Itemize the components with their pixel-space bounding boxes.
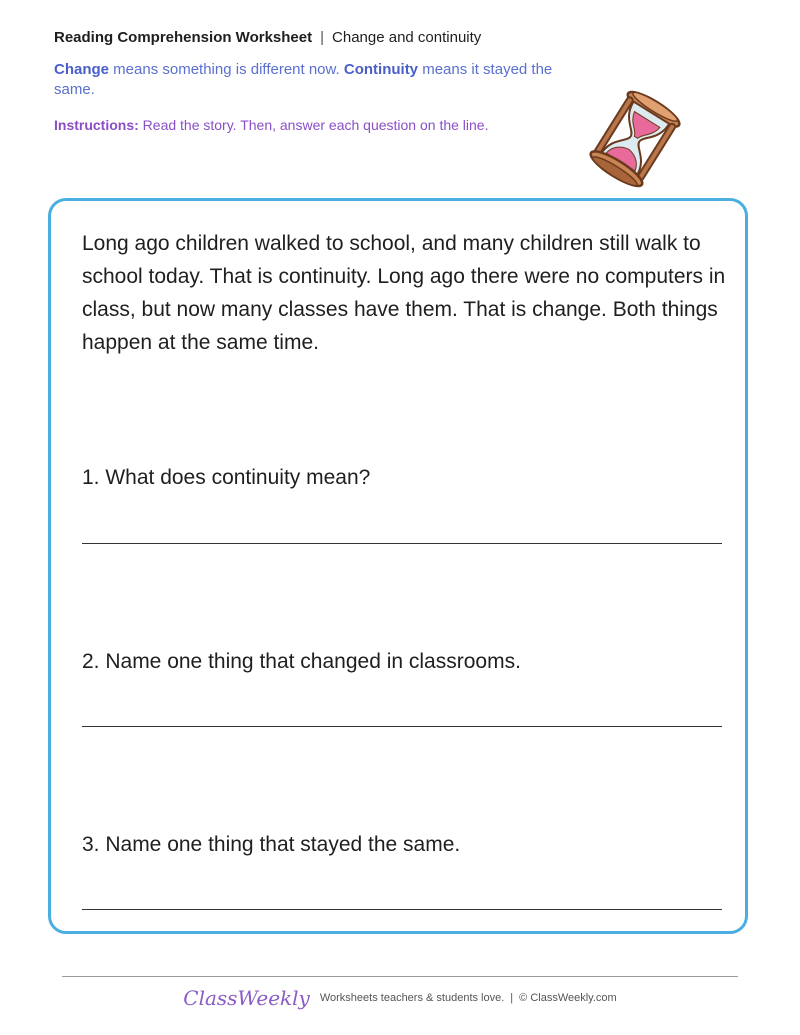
answer-line-3[interactable]: [82, 909, 722, 910]
answer-line-1[interactable]: [82, 543, 722, 544]
answer-line-2[interactable]: [82, 726, 722, 727]
term-continuity: Continuity: [343, 61, 419, 78]
story-card: [48, 198, 748, 934]
story-text: Long ago children walked to school, and many children still walk to school today. That is continuity. Long ago there were no computers in class, but now many classes have them. That is change. Both things happen at the same time.: [82, 232, 726, 354]
definition-text: [54, 60, 554, 100]
question-2: 2. Name one thing that changed in classrooms.: [82, 650, 521, 673]
worksheet-header: [54, 28, 574, 136]
brand-logo: ClassWeekly: [183, 986, 310, 1010]
instructions-text: Read the story. Then, answer each question on the line.: [138, 117, 489, 133]
footer-copyright: © ClassWeekly.com: [519, 992, 617, 1004]
title-separator: |: [320, 29, 325, 46]
term-change: Change: [54, 61, 110, 78]
definition-change: means something is different now.: [109, 61, 344, 78]
title-line: [54, 28, 574, 48]
worksheet-title: Reading Comprehension Worksheet: [54, 29, 313, 46]
instructions: [54, 114, 494, 136]
footer-tagline: Worksheets teachers & students love.: [319, 992, 505, 1004]
question-3: 3. Name one thing that stayed the same.: [82, 833, 461, 856]
definition-continuity: means it stayed the same.: [54, 61, 553, 98]
question-1: 1. What does continuity mean?: [82, 466, 371, 489]
footer-separator: |: [510, 992, 514, 1004]
footer-divider: [62, 976, 738, 977]
worksheet-subtitle: Change and continuity: [332, 29, 482, 46]
hourglass-icon: [580, 84, 690, 194]
footer: [0, 986, 800, 1010]
instructions-label: Instructions:: [54, 117, 139, 133]
